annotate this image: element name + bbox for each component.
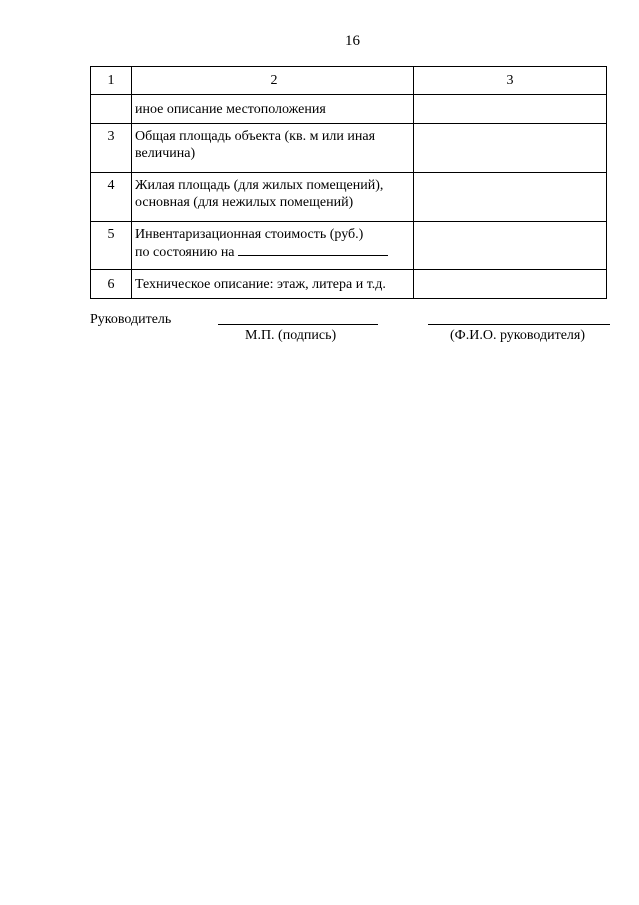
name-caption: (Ф.И.О. руководителя) [450,328,585,343]
table-row [91,173,607,222]
row-value-cell [414,222,607,270]
date-blank-line [238,243,388,256]
signature-caption: М.П. (подпись) [245,328,337,343]
table-row [91,95,607,124]
row-description-line: Инвентаризационная стоимость (руб.) [135,227,364,242]
row-description [132,173,414,222]
name-line [428,324,610,325]
row-value-cell [414,95,607,124]
signer-label: Руководитель [90,312,172,327]
table-row [91,222,607,270]
row-number [91,95,132,124]
row-number: 6 [91,270,132,299]
row-value-cell [414,173,607,222]
property-info-table [90,66,607,299]
row-description-line-with-blank [135,243,413,261]
header-cell-1: 1 [91,67,132,95]
signature-block [90,308,610,348]
row-description-line: Техническое описание: этаж, литера и т.д. [135,276,386,292]
row-value-cell [414,124,607,173]
table-row [91,270,607,299]
row-description [132,95,414,124]
row-description-line: Общая площадь объекта (кв. м или иная [135,129,376,144]
header-cell-3: 3 [414,67,607,95]
row-number: 3 [91,124,132,173]
row-value-cell [414,270,607,299]
row-description-line: величина) [135,146,196,161]
row-description [132,222,414,270]
table-row [91,124,607,173]
row-description-line: иное описание местоположения [135,101,326,117]
table-header-row [91,67,607,95]
row-number: 4 [91,173,132,222]
page-number: 16 [345,33,360,49]
row-description [132,124,414,173]
row-description-line: основная (для нежилых помещений) [135,195,354,210]
row-number: 5 [91,222,132,270]
as-of-label: по состоянию на [135,245,235,260]
row-description-line: Жилая площадь (для жилых помещений), [135,178,384,193]
signature-line [218,324,378,325]
header-cell-2: 2 [132,67,414,95]
row-description [132,270,414,299]
